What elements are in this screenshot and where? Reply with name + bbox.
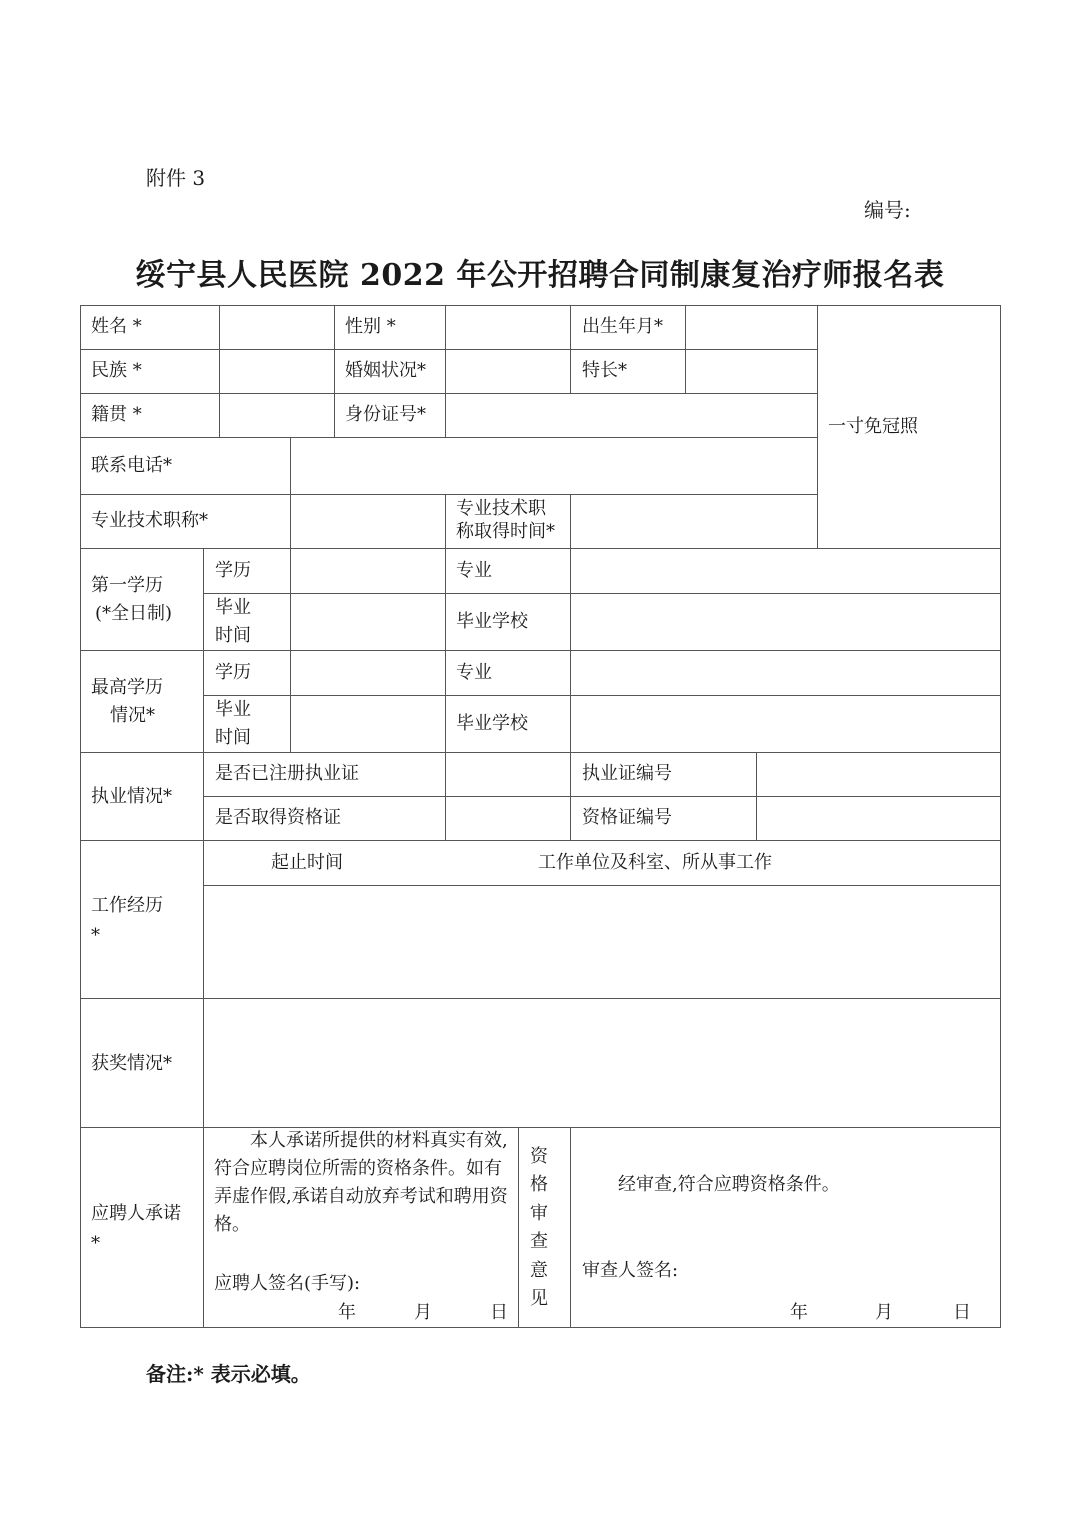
photo-placeholder: 一寸免冠照 [828, 416, 918, 437]
pledge-statement: 本人承诺所提供的材料真实有效,符合应聘岗位所需的资格条件。如有弄虚作假,承诺自动放弃考试和聘用资格。 [214, 1130, 508, 1235]
review-vertical-char: 意 [530, 1260, 548, 1281]
qualification-cert-label: 是否取得资格证 [215, 807, 341, 828]
title-obtained-time-label-line2: 称取得时间* [456, 521, 555, 542]
review-statement: 经审查,符合应聘资格条件。 [618, 1174, 840, 1195]
highest-education-label: 最高学历 [91, 677, 163, 698]
practice-status-label: 执业情况* [91, 786, 172, 807]
first-school-label: 毕业学校 [456, 611, 528, 632]
work-unit-header: 工作单位及科室、所从事工作 [538, 852, 772, 873]
first-major-label: 专业 [456, 560, 492, 581]
name-label: 姓名 * [91, 316, 142, 337]
awards-label: 获奖情况* [91, 1053, 172, 1074]
first-grad-time-label-line2: 时间 [215, 625, 251, 646]
highest-education-status-label: 情况* [110, 705, 155, 726]
first-education-label: 第一学历 [91, 575, 163, 596]
footnote: 备注:* 表示必填。 [146, 1362, 311, 1386]
review-vertical-char: 查 [530, 1231, 548, 1252]
period-header: 起止时间 [271, 852, 343, 873]
birth-date-label: 出生年月* [582, 316, 663, 337]
attachment-label: 附件 3 [146, 166, 206, 190]
highest-grad-time-label-line1: 毕业 [215, 699, 251, 720]
review-vertical-char: 资 [530, 1146, 548, 1167]
pledge-label: 应聘人承诺 [91, 1203, 181, 1224]
title-obtained-time-label-line1: 专业技术职 [456, 498, 546, 519]
reviewer-day-label: 日 [953, 1302, 971, 1323]
reviewer-year-label: 年 [790, 1302, 808, 1323]
review-vertical-char: 格 [530, 1174, 548, 1195]
license-number-label: 执业证编号 [582, 763, 672, 784]
native-place-label: 籍贯 * [91, 404, 142, 425]
reviewer-month-label: 月 [875, 1302, 893, 1323]
applicant-month-label: 月 [414, 1302, 432, 1323]
marital-status-label: 婚姻状况* [345, 360, 426, 381]
ethnicity-label: 民族 * [91, 360, 142, 381]
applicant-year-label: 年 [338, 1302, 356, 1323]
first-grad-time-label-line1: 毕业 [215, 597, 251, 618]
registered-license-label: 是否已注册执业证 [215, 763, 359, 784]
highest-grad-time-label-line2: 时间 [215, 727, 251, 748]
highest-school-label: 毕业学校 [456, 713, 528, 734]
applicant-day-label: 日 [490, 1302, 508, 1323]
serial-number-label: 编号: [864, 198, 911, 222]
page-title: 绥宁县人民医院 2022 年公开招聘合同制康复治疗师报名表 [135, 258, 945, 293]
first-degree-label: 学历 [215, 560, 251, 581]
gender-label: 性别 * [345, 316, 396, 337]
phone-label: 联系电话* [91, 455, 172, 476]
work-experience-required-mark: * [91, 925, 100, 946]
review-vertical-char: 见 [530, 1288, 548, 1309]
review-vertical-char: 审 [530, 1203, 548, 1224]
applicant-signature-label: 应聘人签名(手写): [214, 1273, 361, 1294]
specialty-label: 特长* [582, 360, 627, 381]
id-number-label: 身份证号* [345, 404, 426, 425]
pledge-required-mark: * [91, 1233, 100, 1254]
work-experience-label: 工作经历 [91, 895, 163, 916]
highest-degree-label: 学历 [215, 662, 251, 683]
professional-title-label: 专业技术职称* [91, 510, 208, 531]
highest-major-label: 专业 [456, 662, 492, 683]
first-education-fulltime-label: (*全日制) [95, 603, 173, 624]
cert-number-label: 资格证编号 [582, 807, 672, 828]
reviewer-signature-label: 审查人签名: [582, 1260, 679, 1281]
